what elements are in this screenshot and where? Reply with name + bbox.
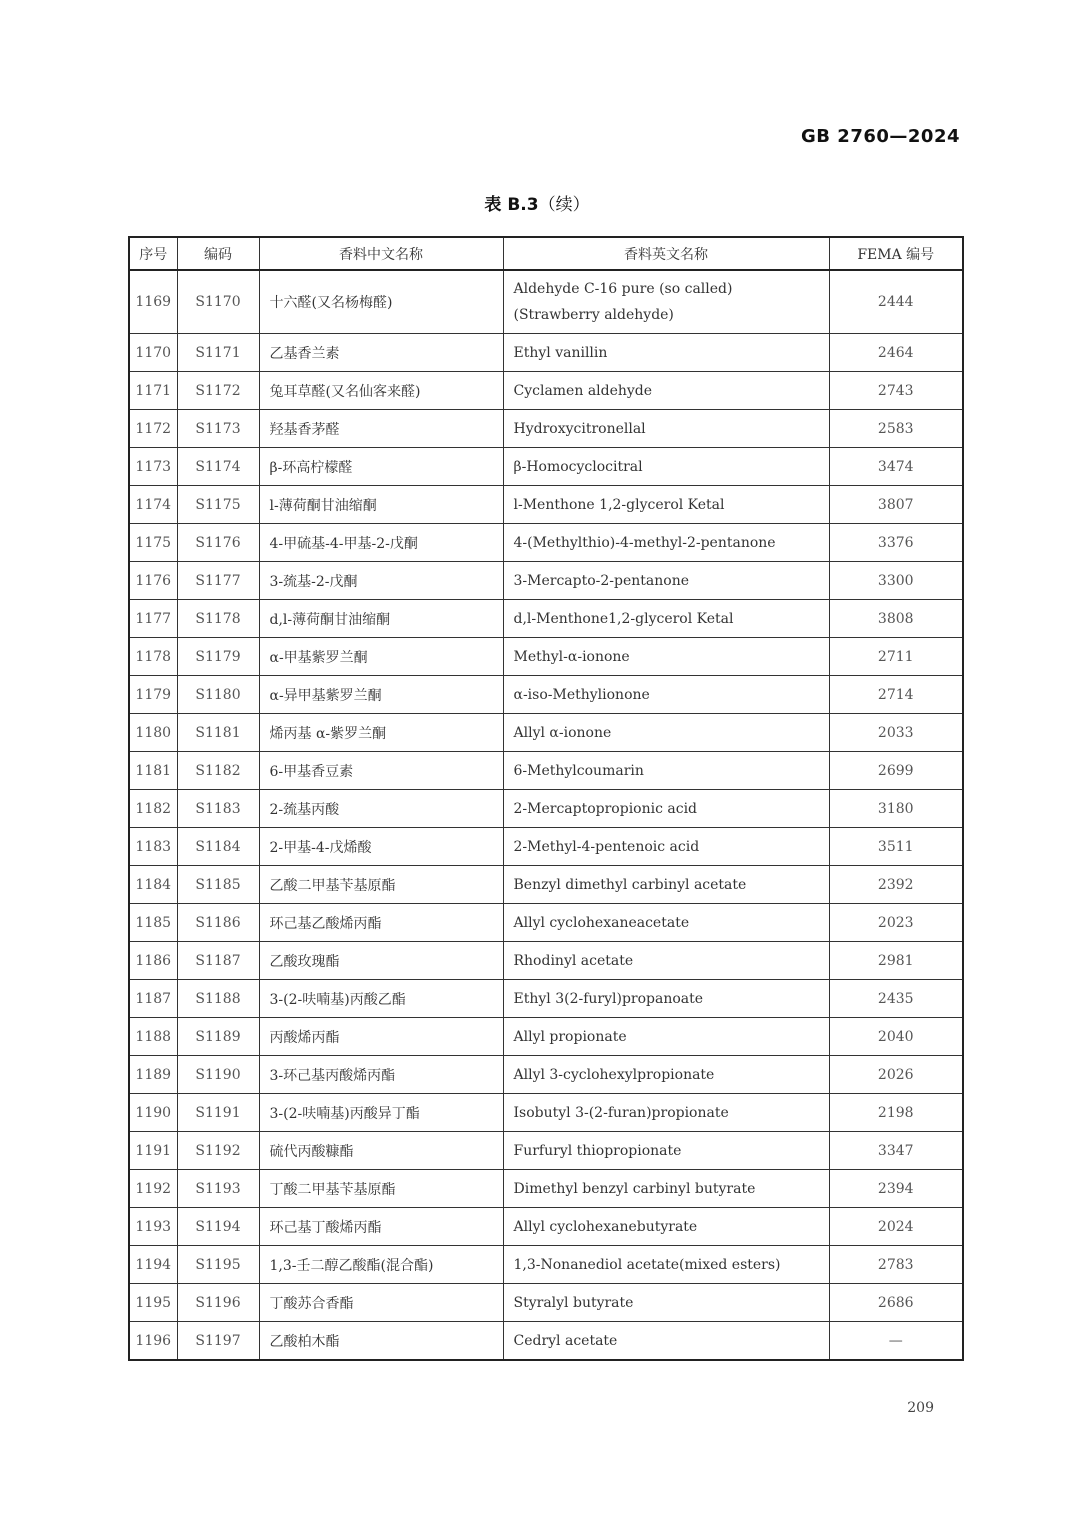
row-fema: 2699 [829, 752, 963, 790]
row-cn-name: α-异甲基紫罗兰酮 [259, 676, 503, 714]
table-row [129, 1284, 963, 1322]
row-cn-name: 2-巯基丙酸 [259, 790, 503, 828]
row-fema: 2981 [829, 942, 963, 980]
row-en-name: Allyl cyclohexanebutyrate [503, 1208, 829, 1246]
table-header-row [129, 237, 963, 270]
row-cn-name: 6-甲基香豆素 [259, 752, 503, 790]
table-row [129, 410, 963, 448]
row-fema: 3180 [829, 790, 963, 828]
row-fema: 2464 [829, 334, 963, 372]
row-seq: 1174 [129, 486, 177, 524]
row-en-name: Styralyl butyrate [503, 1284, 829, 1322]
row-cn-name: 环己基乙酸烯丙酯 [259, 904, 503, 942]
table-row [129, 790, 963, 828]
table-row [129, 562, 963, 600]
row-code: S1196 [177, 1284, 259, 1322]
table-row [129, 1170, 963, 1208]
row-code: S1181 [177, 714, 259, 752]
row-fema: 3807 [829, 486, 963, 524]
row-code: S1178 [177, 600, 259, 638]
row-fema: 2024 [829, 1208, 963, 1246]
page-number: 209 [907, 1400, 934, 1416]
table-row [129, 1056, 963, 1094]
row-seq: 1184 [129, 866, 177, 904]
row-en-name: Rhodinyl acetate [503, 942, 829, 980]
row-seq: 1189 [129, 1056, 177, 1094]
row-seq: 1196 [129, 1322, 177, 1361]
row-seq: 1182 [129, 790, 177, 828]
row-seq: 1185 [129, 904, 177, 942]
row-fema: — [829, 1322, 963, 1361]
row-en-name: 3-Mercapto-2-pentanone [503, 562, 829, 600]
row-en-name: Allyl 3-cyclohexylpropionate [503, 1056, 829, 1094]
table-row [129, 1322, 963, 1361]
row-code: S1189 [177, 1018, 259, 1056]
table-row [129, 1246, 963, 1284]
row-fema: 2435 [829, 980, 963, 1018]
row-cn-name: 环己基丁酸烯丙酯 [259, 1208, 503, 1246]
row-cn-name: 丁酸苏合香酯 [259, 1284, 503, 1322]
table-row [129, 942, 963, 980]
row-code: S1175 [177, 486, 259, 524]
row-cn-name: 烯丙基 α-紫罗兰酮 [259, 714, 503, 752]
table-row [129, 904, 963, 942]
table-title-suffix: （续） [538, 195, 590, 215]
row-cn-name: 兔耳草醛(又名仙客来醛) [259, 372, 503, 410]
table-row [129, 752, 963, 790]
row-code: S1180 [177, 676, 259, 714]
row-code: S1176 [177, 524, 259, 562]
row-code: S1184 [177, 828, 259, 866]
row-en-name: 4-(Methylthio)-4-methyl-2-pentanone [503, 524, 829, 562]
row-cn-name: 乙酸柏木酯 [259, 1322, 503, 1361]
row-cn-name: 乙酸二甲基苄基原酯 [259, 866, 503, 904]
row-cn-name: α-甲基紫罗兰酮 [259, 638, 503, 676]
row-cn-name: 丁酸二甲基苄基原酯 [259, 1170, 503, 1208]
row-code: S1193 [177, 1170, 259, 1208]
row-code: S1182 [177, 752, 259, 790]
row-code: S1190 [177, 1056, 259, 1094]
row-cn-name: 十六醛(又名杨梅醛) [259, 270, 503, 334]
table-row [129, 524, 963, 562]
row-code: S1191 [177, 1094, 259, 1132]
table-row [129, 980, 963, 1018]
row-fema: 2583 [829, 410, 963, 448]
row-en-name: Aldehyde C-16 pure (so called) (Strawberry aldehyde) [503, 270, 829, 334]
row-code: S1177 [177, 562, 259, 600]
row-en-name: Ethyl 3(2-furyl)propanoate [503, 980, 829, 1018]
table-title [0, 190, 1074, 215]
row-fema: 3474 [829, 448, 963, 486]
row-fema: 2198 [829, 1094, 963, 1132]
row-code: S1187 [177, 942, 259, 980]
row-fema: 2026 [829, 1056, 963, 1094]
row-seq: 1191 [129, 1132, 177, 1170]
row-seq: 1190 [129, 1094, 177, 1132]
row-en-name: Dimethyl benzyl carbinyl butyrate [503, 1170, 829, 1208]
row-fema: 2392 [829, 866, 963, 904]
row-fema: 3511 [829, 828, 963, 866]
column-header-seq: 序号 [129, 237, 177, 270]
row-code: S1173 [177, 410, 259, 448]
table-row [129, 866, 963, 904]
row-cn-name: l-薄荷酮甘油缩酮 [259, 486, 503, 524]
row-seq: 1173 [129, 448, 177, 486]
table-title-label: 表 B.3 [484, 195, 539, 215]
row-seq: 1172 [129, 410, 177, 448]
row-en-name: β-Homocyclocitral [503, 448, 829, 486]
row-seq: 1180 [129, 714, 177, 752]
row-cn-name: 乙酸玫瑰酯 [259, 942, 503, 980]
row-fema: 2686 [829, 1284, 963, 1322]
row-fema: 3376 [829, 524, 963, 562]
row-cn-name: 乙基香兰素 [259, 334, 503, 372]
row-cn-name: 1,3-壬二醇乙酸酯(混合酯) [259, 1246, 503, 1284]
row-code: S1188 [177, 980, 259, 1018]
row-fema: 2023 [829, 904, 963, 942]
row-fema: 2040 [829, 1018, 963, 1056]
table-row [129, 714, 963, 752]
row-seq: 1170 [129, 334, 177, 372]
table-row [129, 334, 963, 372]
table-row [129, 676, 963, 714]
row-seq: 1171 [129, 372, 177, 410]
row-fema: 2394 [829, 1170, 963, 1208]
row-seq: 1177 [129, 600, 177, 638]
row-en-name: Allyl propionate [503, 1018, 829, 1056]
row-seq: 1169 [129, 270, 177, 334]
row-code: S1185 [177, 866, 259, 904]
table-row [129, 828, 963, 866]
row-seq: 1181 [129, 752, 177, 790]
row-code: S1192 [177, 1132, 259, 1170]
row-seq: 1195 [129, 1284, 177, 1322]
row-code: S1174 [177, 448, 259, 486]
table-row [129, 1018, 963, 1056]
row-code: S1197 [177, 1322, 259, 1361]
flavoring-table [128, 236, 964, 1361]
row-en-name: α-iso-Methylionone [503, 676, 829, 714]
row-fema: 2711 [829, 638, 963, 676]
row-fema: 3300 [829, 562, 963, 600]
row-cn-name: 3-(2-呋喃基)丙酸乙酯 [259, 980, 503, 1018]
row-cn-name: 羟基香茅醛 [259, 410, 503, 448]
column-header-en-name: 香料英文名称 [503, 237, 829, 270]
row-seq: 1194 [129, 1246, 177, 1284]
row-en-name: l-Menthone 1,2-glycerol Ketal [503, 486, 829, 524]
row-fema: 2783 [829, 1246, 963, 1284]
row-en-name: d,l-Menthone1,2-glycerol Ketal [503, 600, 829, 638]
row-cn-name: 3-环己基丙酸烯丙酯 [259, 1056, 503, 1094]
column-header-fema: FEMA 编号 [829, 237, 963, 270]
row-en-name: Hydroxycitronellal [503, 410, 829, 448]
row-seq: 1187 [129, 980, 177, 1018]
table-row [129, 270, 963, 334]
row-seq: 1192 [129, 1170, 177, 1208]
table-row [129, 372, 963, 410]
row-code: S1194 [177, 1208, 259, 1246]
row-en-name: Ethyl vanillin [503, 334, 829, 372]
table-row [129, 448, 963, 486]
row-code: S1186 [177, 904, 259, 942]
row-seq: 1183 [129, 828, 177, 866]
row-en-name: Isobutyl 3-(2-furan)propionate [503, 1094, 829, 1132]
table-row [129, 1208, 963, 1246]
column-header-cn-name: 香料中文名称 [259, 237, 503, 270]
row-en-name: 2-Methyl-4-pentenoic acid [503, 828, 829, 866]
row-en-name: Benzyl dimethyl carbinyl acetate [503, 866, 829, 904]
table-row [129, 600, 963, 638]
row-fema: 2444 [829, 270, 963, 334]
row-seq: 1186 [129, 942, 177, 980]
row-cn-name: 2-甲基-4-戊烯酸 [259, 828, 503, 866]
row-en-name: 2-Mercaptopropionic acid [503, 790, 829, 828]
row-en-name: 1,3-Nonanediol acetate(mixed esters) [503, 1246, 829, 1284]
row-cn-name: β-环高柠檬醛 [259, 448, 503, 486]
row-code: S1183 [177, 790, 259, 828]
table-row [129, 1132, 963, 1170]
row-cn-name: 丙酸烯丙酯 [259, 1018, 503, 1056]
row-cn-name: d,l-薄荷酮甘油缩酮 [259, 600, 503, 638]
row-en-name: Cyclamen aldehyde [503, 372, 829, 410]
table-body [129, 270, 963, 1360]
table-row [129, 638, 963, 676]
row-fema: 2714 [829, 676, 963, 714]
column-header-code: 编码 [177, 237, 259, 270]
row-code: S1172 [177, 372, 259, 410]
row-code: S1179 [177, 638, 259, 676]
row-fema: 3808 [829, 600, 963, 638]
row-cn-name: 4-甲硫基-4-甲基-2-戊酮 [259, 524, 503, 562]
row-cn-name: 3-(2-呋喃基)丙酸异丁酯 [259, 1094, 503, 1132]
row-seq: 1175 [129, 524, 177, 562]
row-seq: 1176 [129, 562, 177, 600]
row-cn-name: 硫代丙酸糠酯 [259, 1132, 503, 1170]
row-en-name: Allyl cyclohexaneacetate [503, 904, 829, 942]
row-cn-name: 3-巯基-2-戊酮 [259, 562, 503, 600]
row-en-name: Methyl-α-ionone [503, 638, 829, 676]
row-fema: 3347 [829, 1132, 963, 1170]
row-seq: 1179 [129, 676, 177, 714]
row-code: S1170 [177, 270, 259, 334]
row-fema: 2033 [829, 714, 963, 752]
row-seq: 1188 [129, 1018, 177, 1056]
row-en-name: Furfuryl thiopropionate [503, 1132, 829, 1170]
standard-code: GB 2760—2024 [801, 126, 960, 147]
row-seq: 1178 [129, 638, 177, 676]
row-fema: 2743 [829, 372, 963, 410]
table-row [129, 1094, 963, 1132]
row-en-name: Allyl α-ionone [503, 714, 829, 752]
table-row [129, 486, 963, 524]
row-seq: 1193 [129, 1208, 177, 1246]
row-code: S1171 [177, 334, 259, 372]
row-en-name: Cedryl acetate [503, 1322, 829, 1361]
row-code: S1195 [177, 1246, 259, 1284]
row-en-name: 6-Methylcoumarin [503, 752, 829, 790]
